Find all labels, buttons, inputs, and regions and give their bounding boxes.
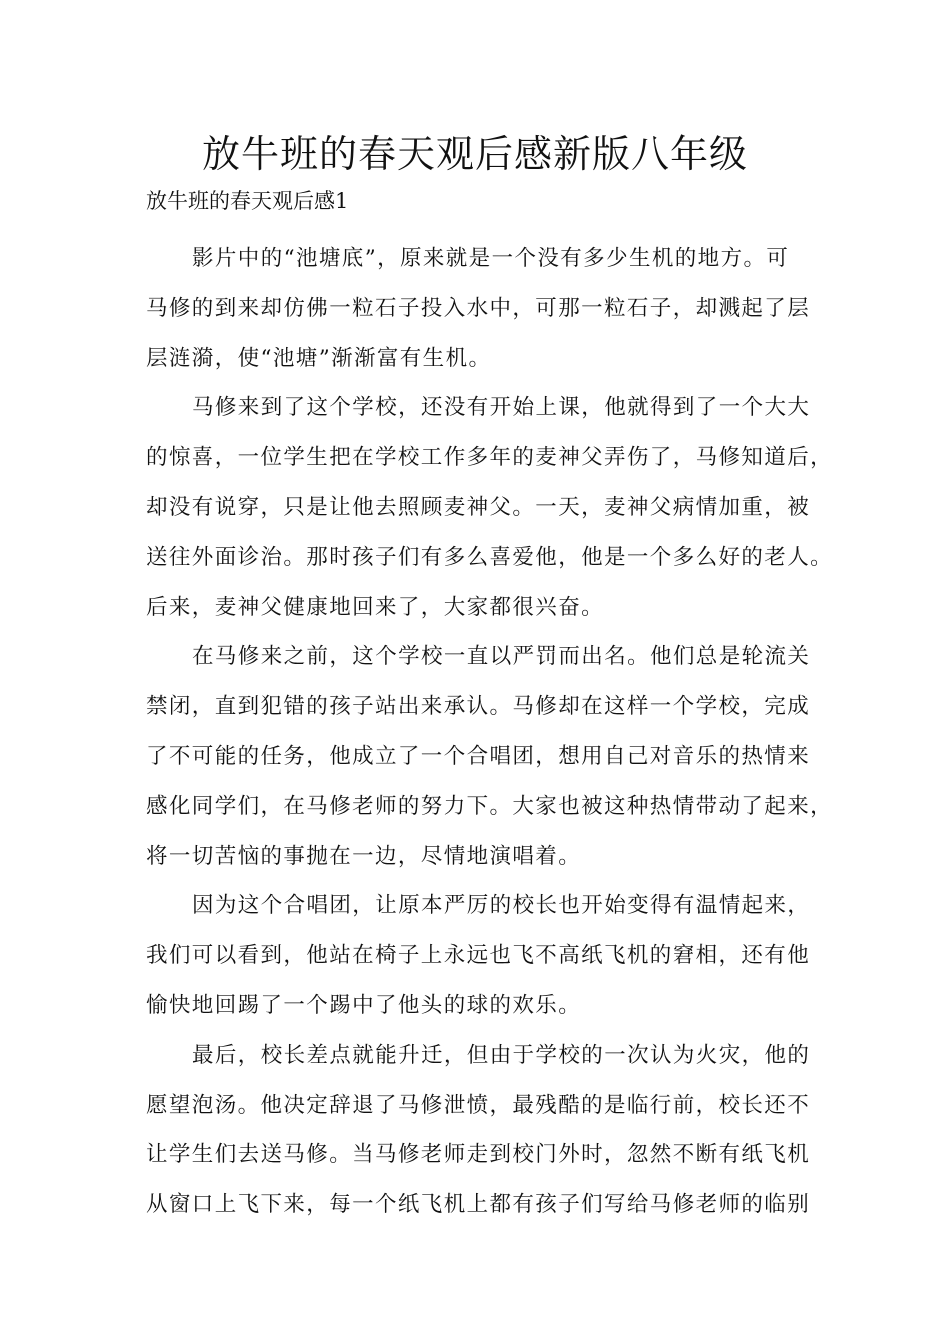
text-line: 将一切苦恼的事抛在一边，尽情地演唱着。 — [146, 843, 582, 869]
text-line: 后来，麦神父健康地回来了，大家都很兴奋。 — [146, 594, 605, 620]
text-line: 愉快地回踢了一个踢中了他头的球的欢乐。 — [146, 992, 582, 1018]
text-line: 却没有说穿，只是让他去照顾麦神父。一天，麦神父病情加重，被 — [146, 494, 811, 520]
text-line: 马修的到来却仿佛一粒石子投入水中，可那一粒石子，却溅起了层 — [146, 295, 811, 321]
text-line: 让学生们去送马修。当马修老师走到校门外时，忽然不断有纸飞机 — [146, 1142, 811, 1168]
text-line: 因为这个合唱团，让原本严厉的校长也开始变得有温情起来， — [192, 893, 811, 919]
text-line: 禁闭，直到犯错的孩子站出来承认。马修却在这样一个学校，完成 — [146, 694, 811, 720]
text-line: 了不可能的任务，他成立了一个合唱团，想用自己对音乐的热情来 — [146, 743, 811, 769]
text-line: 层涟漪，使“池塘”渐渐富有生机。 — [146, 345, 492, 371]
text-line: 在马修来之前，这个学校一直以严罚而出名。他们总是轮流关 — [192, 644, 811, 670]
text-line: 我们可以看到，他站在椅子上永远也飞不高纸飞机的窘相，还有他 — [146, 943, 811, 969]
essay-body — [146, 234, 834, 1230]
text-line: 最后，校长差点就能升迁，但由于学校的一次认为火灾，他的 — [192, 1042, 811, 1068]
text-line: 的惊喜，一位学生把在学校工作多年的麦神父弄伤了，马修知道后， — [146, 445, 834, 471]
text-line: 愿望泡汤。他决定辞退了马修泄愤，最残酷的是临行前，校长还不 — [146, 1092, 811, 1118]
text-line: 马修来到了这个学校，还没有开始上课，他就得到了一个大大 — [192, 395, 811, 421]
document-title: 放牛班的春天观后感新版八年级 — [201, 132, 748, 176]
text-line: 影片中的“池塘底”，原来就是一个没有多少生机的地方。可 — [192, 246, 790, 271]
essay-subtitle: 放牛班的春天观后感1 — [146, 189, 349, 213]
text-line: 感化同学们，在马修老师的努力下。大家也被这种热情带动了起来， — [146, 793, 834, 819]
text-line: 送往外面诊治。那时孩子们有多么喜爱他，他是一个多么好的老人。 — [146, 544, 834, 570]
text-line: 从窗口上飞下来，每一个纸飞机上都有孩子们写给马修老师的临别 — [146, 1192, 811, 1218]
